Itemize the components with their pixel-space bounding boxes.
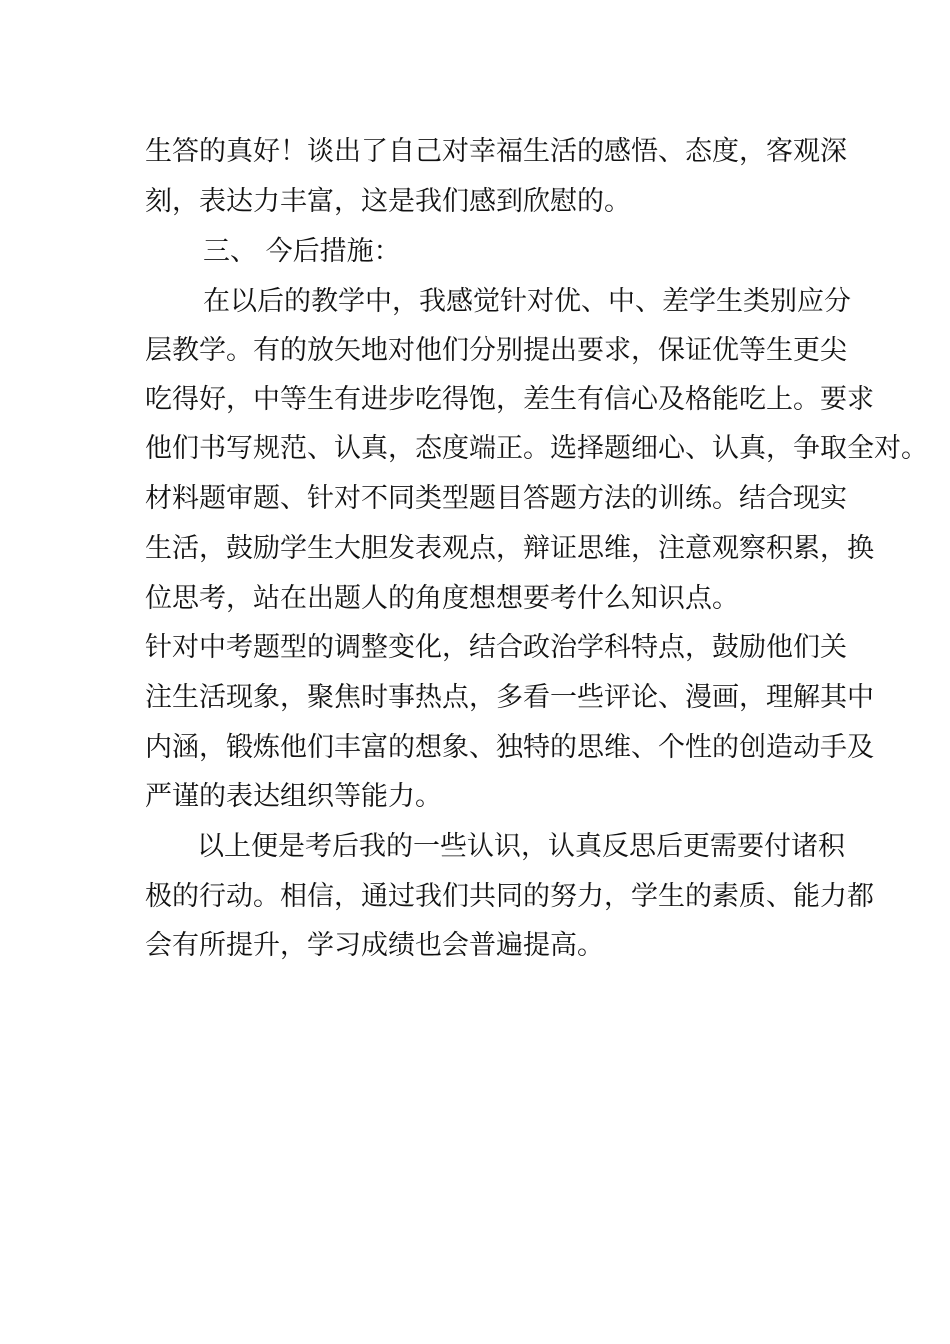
text-line-13: 内涵，锻炼他们丰富的想象、独特的思维、个性的创造动手及 <box>145 732 874 763</box>
text-line-11: 针对中考题型的调整变化，结合政治学科特点，鼓励他们关 <box>145 632 847 663</box>
text-line-2: 刻，表达力丰富，这是我们感到欣慰的。 <box>145 186 631 217</box>
text-line-6: 吃得好，中等生有进步吃得饱，差生有信心及格能吃上。要求 <box>145 384 874 415</box>
text-line-16: 极的行动。相信，通过我们共同的努力，学生的素质、能力都 <box>145 881 874 912</box>
text-line-7: 他们书写规范、认真，态度端正。选择题细心、认真，争取全对。 <box>145 433 928 464</box>
text-line-9: 生活，鼓励学生大胆发表观点，辩证思维，注意观察积累，换 <box>145 533 874 564</box>
text-line-15: 以上便是考后我的一些认识，认真反思后更需要付诸积 <box>197 831 845 862</box>
text-line-1: 生答的真好！谈出了自己对幸福生活的感悟、态度，客观深 <box>145 136 847 167</box>
text-line-10: 位思考，站在出题人的角度想想要考什么知识点。 <box>145 583 739 614</box>
text-line-14: 严谨的表达组织等能力。 <box>145 781 442 812</box>
section-heading: 三、 今后措施： <box>203 236 401 267</box>
text-line-12: 注生活现象，聚焦时事热点，多看一些评论、漫画，理解其中 <box>145 682 874 713</box>
text-line-5: 层教学。有的放矢地对他们分别提出要求，保证优等生更尖 <box>145 335 847 366</box>
text-line-4: 在以后的教学中，我感觉针对优、中、差学生类别应分 <box>203 286 851 317</box>
text-line-17: 会有所提升，学习成绩也会普遍提高。 <box>145 930 604 961</box>
text-line-8: 材料题审题、针对不同类型题目答题方法的训练。结合现实 <box>145 483 847 514</box>
